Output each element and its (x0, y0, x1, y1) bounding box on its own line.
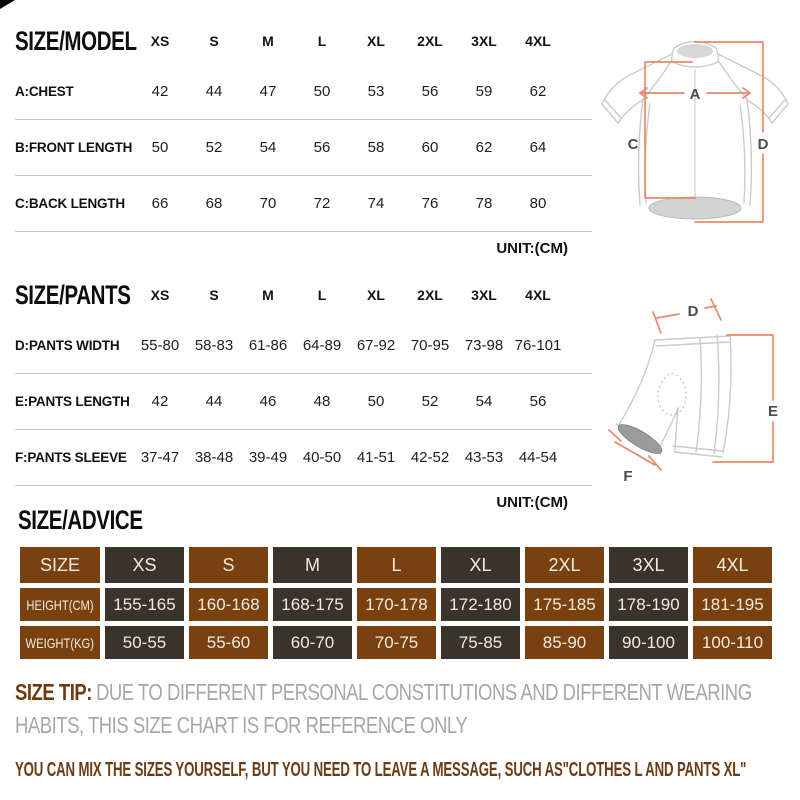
cell: 78 (475, 195, 493, 212)
cell: 41-51 (356, 449, 396, 466)
cell: 72 (313, 195, 331, 212)
cell (441, 626, 520, 659)
cell (357, 626, 436, 659)
cell-value: 175-185 (533, 594, 596, 614)
cell (693, 588, 772, 621)
cell (189, 626, 268, 659)
advice-header-cell: S (189, 547, 268, 583)
size-col-header-xl: XL (367, 33, 385, 49)
advice-header-cell: M (273, 547, 352, 583)
cell: 60 (421, 139, 439, 156)
cell-value: 160-168 (197, 594, 260, 614)
cell: 40-50 (302, 449, 342, 466)
cell (105, 626, 184, 659)
shorts-diagram (595, 278, 800, 500)
advice-header-cell: 2XL (525, 547, 604, 583)
row-label: E:PANTS LENGTH (15, 394, 130, 409)
size-col-header-3xl: 3XL (471, 287, 497, 303)
jersey-hem-shade (649, 197, 741, 219)
cell: 58 (367, 139, 385, 156)
size-pants-section (15, 272, 592, 511)
size-col-header-l: L (317, 33, 327, 49)
measurement-label-e: E (767, 403, 779, 420)
table-row-front-length (15, 120, 592, 176)
size-model-header-row (15, 18, 592, 64)
advice-row-label (20, 626, 100, 659)
cell: 37-47 (140, 449, 180, 466)
cell (441, 588, 520, 621)
cell (273, 588, 352, 621)
advice-row-label (20, 588, 100, 621)
cell: 56 (313, 139, 331, 156)
cell (189, 588, 268, 621)
size-col-header-s: S (209, 33, 219, 49)
size-col-header-3xl: 3XL (471, 33, 497, 49)
size-advice-title-text: SIZE/ADVICE (18, 505, 143, 535)
table-row-back-length (15, 176, 592, 232)
size-pants-header-row (15, 272, 592, 318)
size-col-header-4xl: 4XL (525, 287, 551, 303)
shorts-cuff-shade (615, 420, 666, 459)
cell-value: 178-190 (617, 594, 680, 614)
measurement-label-d: D (757, 136, 769, 153)
cell (357, 588, 436, 621)
advice-weight-row (20, 626, 772, 659)
cell: 66 (151, 195, 169, 212)
size-col-header-2xl: 2XL (417, 33, 443, 49)
table-row-pants-sleeve (15, 430, 592, 486)
shorts-pad-stitch (658, 373, 686, 415)
size-tip-text-block (15, 676, 788, 742)
cell: 70-95 (410, 337, 450, 354)
cell (525, 588, 604, 621)
size-col-header-xs: XS (150, 287, 170, 303)
unit-note: UNIT:(CM) (496, 240, 568, 257)
size-col-header-xs: XS (150, 33, 170, 49)
size-tip (15, 676, 800, 742)
row-label: D:PANTS WIDTH (15, 338, 120, 353)
jersey-diagram (588, 12, 800, 242)
cell: 58-83 (194, 337, 234, 354)
advice-table (20, 547, 772, 659)
cell: 54 (259, 139, 277, 156)
cell-value: 172-180 (449, 594, 512, 614)
size-advice-title (18, 505, 772, 536)
cell (273, 626, 352, 659)
mix-sizes-note (15, 759, 800, 782)
cell: 73-98 (464, 337, 504, 354)
size-col-header-4xl: 4XL (525, 33, 551, 49)
size-col-header-m: M (262, 33, 274, 49)
cell-value: 70-75 (374, 632, 419, 652)
size-tip-label: SIZE TIP: (15, 679, 92, 705)
cell: 56 (421, 83, 439, 100)
cell-value: 60-70 (290, 632, 335, 652)
cell: 46 (259, 393, 277, 410)
size-col-header-l: L (317, 287, 327, 303)
cell-value: 90-100 (622, 632, 675, 652)
cell: 67-92 (356, 337, 396, 354)
row-label: F:PANTS SLEEVE (15, 450, 127, 465)
cell-value: 85-90 (542, 632, 587, 652)
cell: 38-48 (194, 449, 234, 466)
cell: 74 (367, 195, 385, 212)
size-col-header-xl: XL (367, 287, 385, 303)
size-tip-text: DUE TO DIFFERENT PERSONAL CONSTITUTIONS AND DIFFERENT WEARING HABITS, THIS SIZE CHART IS FOR REFERENCE ONLY (15, 679, 752, 738)
cell-value: 55-60 (206, 632, 251, 652)
cell: 43-53 (464, 449, 504, 466)
unit-note: UNIT:(CM) (496, 494, 568, 511)
cell: 70 (259, 195, 277, 212)
cell: 48 (313, 393, 331, 410)
cell: 50 (367, 393, 385, 410)
cell-value: 50-55 (122, 632, 167, 652)
cell: 80 (529, 195, 547, 212)
cell-value: 168-175 (281, 594, 344, 614)
cell: 50 (151, 139, 169, 156)
jersey-collar-shade (677, 44, 713, 58)
cell: 76-101 (514, 337, 562, 354)
cell: 42 (151, 83, 169, 100)
cell: 59 (475, 83, 493, 100)
size-pants-title-text: SIZE/PANTS (15, 279, 131, 310)
cell-value: 100-110 (701, 632, 764, 652)
cell-value: 170-178 (365, 594, 428, 614)
row-label: A:CHEST (15, 84, 74, 99)
size-pants-title (15, 280, 133, 311)
size-model-title-text: SIZE/MODEL (15, 25, 137, 56)
table-row-pants-length (15, 374, 592, 430)
cell: 54 (475, 393, 493, 410)
size-col-header-2xl: 2XL (417, 287, 443, 303)
advice-header-cell: 3XL (609, 547, 688, 583)
cell: 52 (421, 393, 439, 410)
advice-header-cell: L (357, 547, 436, 583)
size-advice-section (20, 505, 772, 659)
advice-height-row (20, 588, 772, 621)
mix-sizes-note-text: YOU CAN MIX THE SIZES YOURSELF, BUT YOU NEED TO LEAVE A MESSAGE, SUCH AS"CLOTHES L AND PANTS XL" (15, 759, 747, 781)
cell-value: 155-165 (113, 594, 176, 614)
cell: 52 (205, 139, 223, 156)
row-label: C:BACK LENGTH (15, 196, 125, 211)
advice-row-label-text: WEIGHT(KG) (25, 634, 95, 651)
advice-header-row (20, 547, 772, 583)
advice-row-label-text: HEIGHT(CM) (26, 596, 94, 613)
measurement-label-c: C (627, 136, 639, 153)
cell: 56 (529, 393, 547, 410)
cell: 55-80 (140, 337, 180, 354)
cell (105, 588, 184, 621)
cell: 62 (529, 83, 547, 100)
cell: 42 (151, 393, 169, 410)
cell: 44 (205, 393, 223, 410)
size-model-section (15, 18, 592, 257)
cell: 47 (259, 83, 277, 100)
cell: 44-54 (518, 449, 558, 466)
cell: 64-89 (302, 337, 342, 354)
measurement-label-f: F (623, 468, 633, 485)
advice-header-cell: SIZE (20, 547, 100, 583)
cell (609, 588, 688, 621)
measurement-label-a: A (689, 86, 701, 103)
cell (525, 626, 604, 659)
cell: 61-86 (248, 337, 288, 354)
cell-value: 181-195 (701, 594, 764, 614)
size-model-title (15, 25, 137, 57)
cell: 44 (205, 83, 223, 100)
cell (609, 626, 688, 659)
advice-header-cell: XL (441, 547, 520, 583)
cell: 42-52 (410, 449, 450, 466)
size-col-header-s: S (209, 287, 219, 303)
corner-artifact (0, 0, 15, 9)
cell: 68 (205, 195, 223, 212)
cell: 39-49 (248, 449, 288, 466)
row-label: B:FRONT LENGTH (15, 140, 133, 155)
jersey-outline (602, 42, 788, 206)
table-row-chest (15, 64, 592, 120)
cell: 64 (529, 139, 547, 156)
table-row-pants-width (15, 318, 592, 374)
cell: 62 (475, 139, 493, 156)
advice-header-cell: XS (105, 547, 184, 583)
cell: 76 (421, 195, 439, 212)
cell: 53 (367, 83, 385, 100)
cell: 50 (313, 83, 331, 100)
measurement-label-d: D (687, 303, 699, 320)
advice-header-cell: 4XL (693, 547, 772, 583)
cell-value: 75-85 (458, 632, 503, 652)
cell (693, 626, 772, 659)
size-col-header-m: M (262, 287, 274, 303)
